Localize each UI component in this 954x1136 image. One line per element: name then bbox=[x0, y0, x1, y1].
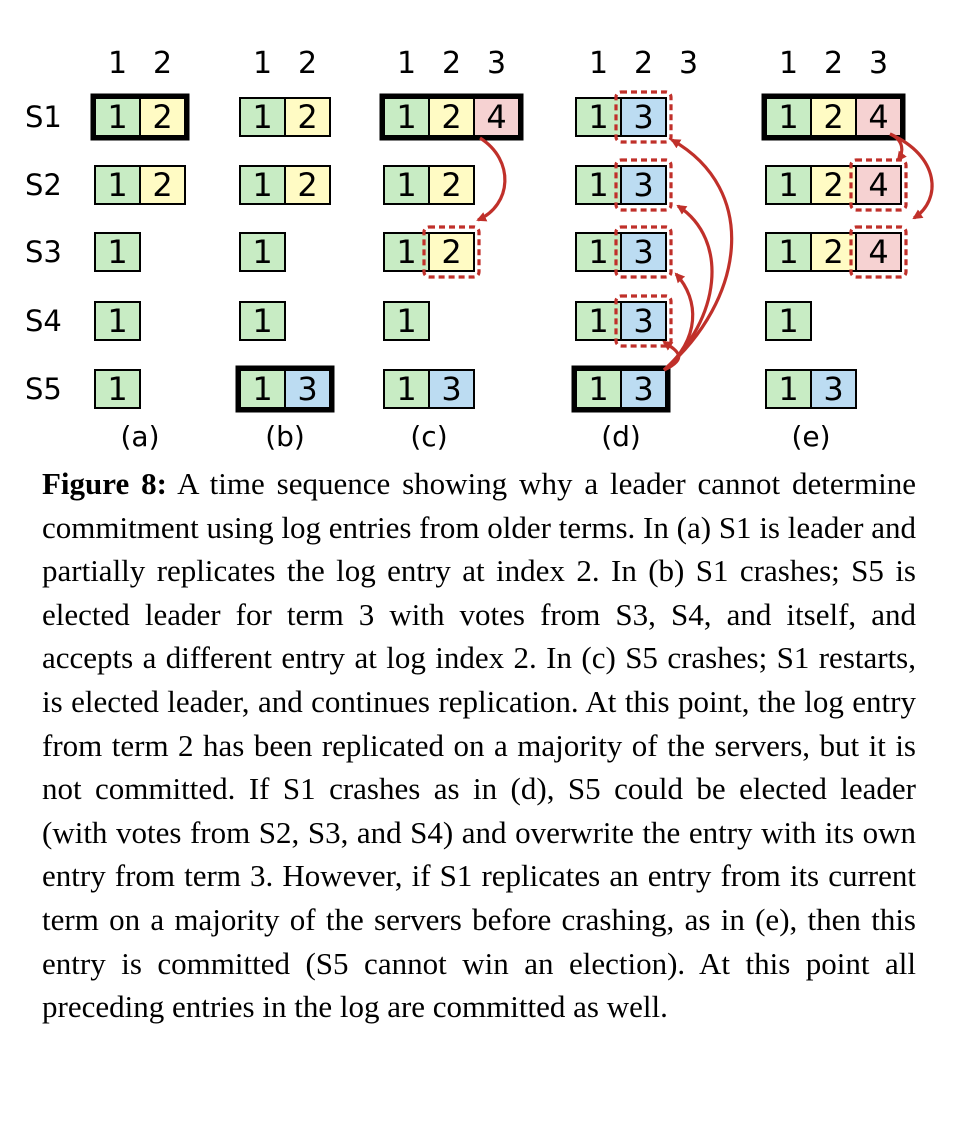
log-entry-term: 2 bbox=[823, 98, 844, 136]
log-entry-term: 1 bbox=[252, 166, 273, 204]
log-entry-term: 2 bbox=[441, 166, 462, 204]
server-label-s3: S3 bbox=[25, 235, 62, 269]
server-label-s5: S5 bbox=[25, 372, 62, 406]
index-label: 1 bbox=[107, 46, 128, 81]
log-entry-term: 1 bbox=[778, 166, 799, 204]
log-entry-term: 3 bbox=[633, 233, 654, 271]
log-entry-term: 1 bbox=[588, 233, 609, 271]
index-label: 2 bbox=[297, 46, 318, 81]
figure-label: Figure 8: bbox=[42, 466, 167, 501]
log-entry-term: 2 bbox=[152, 98, 173, 136]
log-entry-term: 1 bbox=[778, 370, 799, 408]
figure-caption bbox=[42, 462, 916, 1029]
log-entry-term: 3 bbox=[633, 166, 654, 204]
scenario-label: (c) bbox=[410, 420, 448, 453]
log-entry-term: 1 bbox=[252, 98, 273, 136]
log-entry-term: 1 bbox=[252, 233, 273, 271]
log-entry-term: 1 bbox=[107, 98, 128, 136]
replication-arrow bbox=[478, 138, 505, 220]
scenario-label: (a) bbox=[120, 420, 160, 453]
log-entry-term: 1 bbox=[252, 370, 273, 408]
log-entry-term: 2 bbox=[823, 233, 844, 271]
server-label-s4: S4 bbox=[25, 304, 62, 338]
scenario-c bbox=[382, 46, 521, 453]
log-entry-term: 1 bbox=[778, 233, 799, 271]
log-entry-term: 1 bbox=[396, 98, 417, 136]
log-entry-term: 1 bbox=[588, 98, 609, 136]
caption-text: A time sequence showing why a leader cannot determine commitment using log entries from older terms. In (a) S1 is leader and partially replicates the log entry at index 2. In (b) S1 crashes; S5 is elected leader for term 3 with votes from S3, S4, and itself, and accepts a different entry at log index 2. In (c) S5 crashes; S1 restarts, is elected leader, and continues replication. At this point, the log entry from term 2 has been replicated on a majority of the servers, but it is not committed. If S1 crashes as in (d), S5 could be elected leader (with votes from S2, S3, and S4) and overwrite the entry with its own entry from term 3. However, if S1 replicates an entry from its current term on a majority of the servers before crashing, as in (e), then this entry is committed (S5 cannot win an election). At this point all preceding entries in the log are committed as well. bbox=[42, 466, 916, 1025]
log-entry-term: 1 bbox=[588, 370, 609, 408]
log-entry-term: 3 bbox=[441, 370, 462, 408]
index-label: 3 bbox=[678, 46, 699, 81]
log-entry-term: 1 bbox=[107, 166, 128, 204]
log-entry-term: 2 bbox=[297, 98, 318, 136]
log-entry-term: 1 bbox=[588, 166, 609, 204]
scenario-a bbox=[93, 46, 187, 453]
index-label: 2 bbox=[633, 46, 654, 81]
index-label: 2 bbox=[441, 46, 462, 81]
log-entry-term: 1 bbox=[396, 166, 417, 204]
scenario-e bbox=[764, 46, 903, 453]
index-label: 1 bbox=[778, 46, 799, 81]
log-entry-term: 3 bbox=[633, 302, 654, 340]
index-label: 2 bbox=[823, 46, 844, 81]
replication-arrow bbox=[664, 140, 732, 370]
log-entry-term: 3 bbox=[633, 370, 654, 408]
log-entry-term: 3 bbox=[823, 370, 844, 408]
log-entry-term: 1 bbox=[396, 233, 417, 271]
scenario-b bbox=[238, 46, 332, 453]
log-entry-term: 2 bbox=[297, 166, 318, 204]
log-entry-term: 1 bbox=[107, 302, 128, 340]
index-label: 3 bbox=[868, 46, 889, 81]
index-label: 1 bbox=[252, 46, 273, 81]
server-label-s1: S1 bbox=[25, 100, 62, 134]
log-entry-term: 1 bbox=[107, 233, 128, 271]
scenario-label: (e) bbox=[791, 420, 831, 453]
log-entry-term: 3 bbox=[633, 98, 654, 136]
log-entry-term: 1 bbox=[588, 302, 609, 340]
scenario-label: (d) bbox=[601, 420, 641, 453]
log-entry-term: 1 bbox=[396, 370, 417, 408]
log-entry-term: 2 bbox=[823, 166, 844, 204]
log-entry-term: 4 bbox=[868, 98, 889, 136]
log-entry-term: 2 bbox=[441, 98, 462, 136]
index-label: 1 bbox=[396, 46, 417, 81]
log-entry-term: 1 bbox=[252, 302, 273, 340]
log-entry-term: 4 bbox=[868, 166, 889, 204]
log-entry-term: 2 bbox=[441, 233, 462, 271]
log-entry-term: 1 bbox=[107, 370, 128, 408]
server-label-s2: S2 bbox=[25, 168, 62, 202]
log-entry-term: 2 bbox=[152, 166, 173, 204]
scenario-label: (b) bbox=[265, 420, 305, 453]
raft-figure-8 bbox=[0, 0, 954, 460]
log-entry-term: 4 bbox=[486, 98, 507, 136]
scenario-d bbox=[574, 46, 698, 453]
log-entry-term: 4 bbox=[868, 233, 889, 271]
index-label: 1 bbox=[588, 46, 609, 81]
index-label: 3 bbox=[486, 46, 507, 81]
log-entry-term: 3 bbox=[297, 370, 318, 408]
log-entry-term: 1 bbox=[396, 302, 417, 340]
log-entry-term: 1 bbox=[778, 302, 799, 340]
index-label: 2 bbox=[152, 46, 173, 81]
log-entry-term: 1 bbox=[778, 98, 799, 136]
